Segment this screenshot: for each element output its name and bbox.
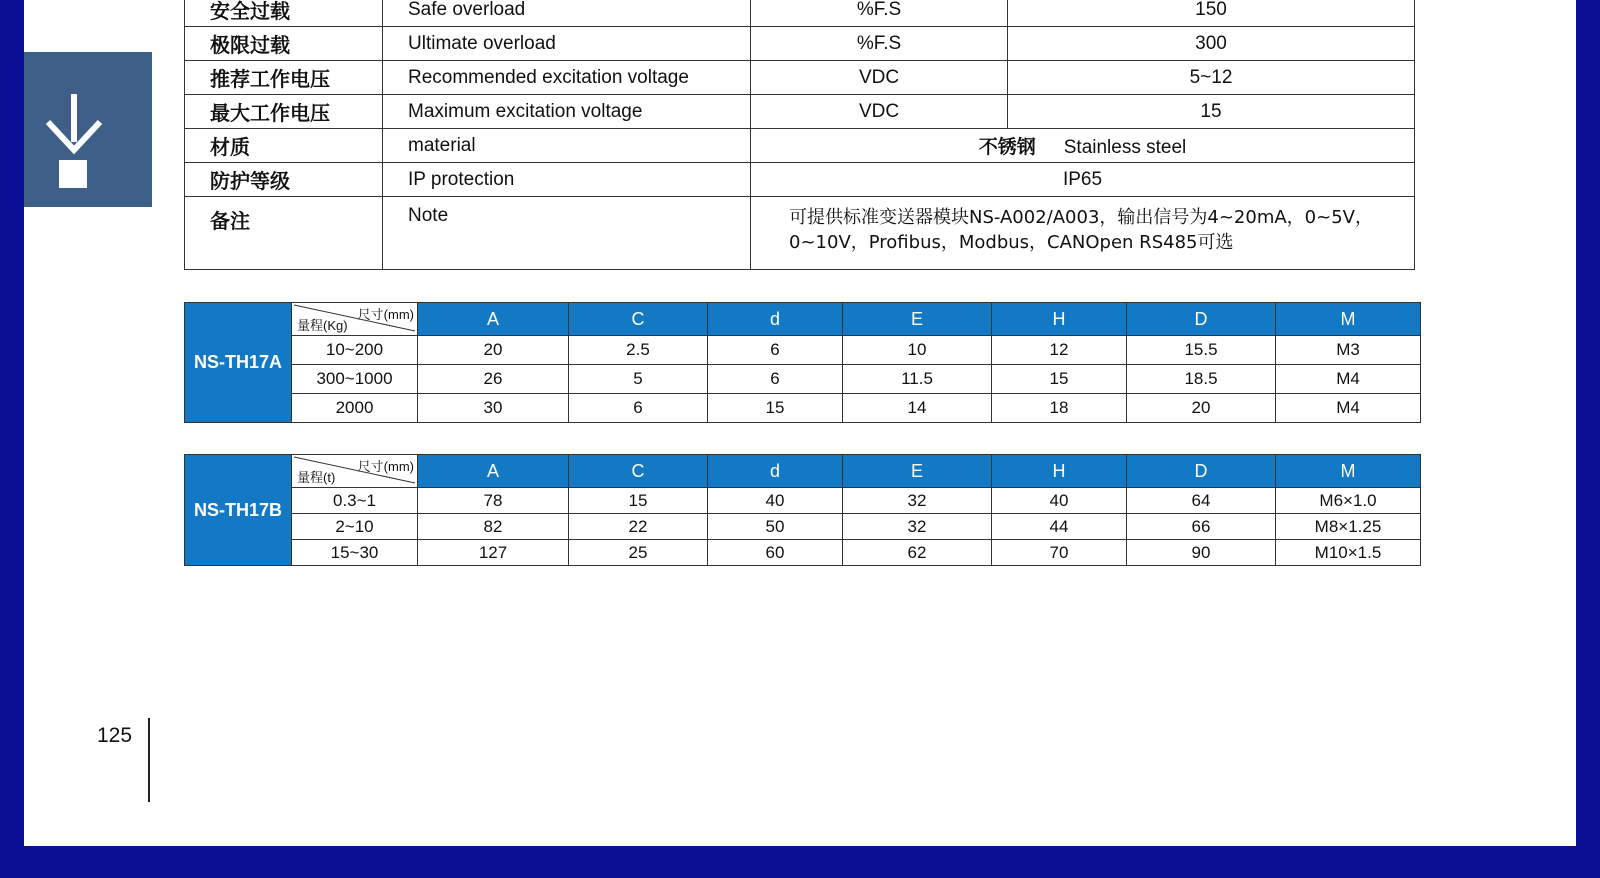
column-header: C xyxy=(569,303,708,336)
value-cell: 6 xyxy=(708,365,843,394)
spec-cn: 最大工作电压 xyxy=(185,95,383,129)
value-cell: 20 xyxy=(418,336,569,365)
value-cell: 64 xyxy=(1127,488,1276,514)
value-cell: 30 xyxy=(418,394,569,423)
range-cell: 2000 xyxy=(292,394,418,423)
corner-dimension-label: 尺寸(mm) xyxy=(357,307,414,322)
range-cell: 0.3~1 xyxy=(292,488,418,514)
value-cell: 18 xyxy=(992,394,1127,423)
spec-en: Ultimate overload xyxy=(383,27,751,61)
column-header: H xyxy=(992,303,1127,336)
spec-en: Safe overload xyxy=(383,0,751,27)
value-cell: 14 xyxy=(843,394,992,423)
spec-en: Recommended excitation voltage xyxy=(383,61,751,95)
value-cell: 127 xyxy=(418,540,569,566)
dimension-table-b xyxy=(184,454,1421,566)
spec-value: 5~12 xyxy=(1008,61,1415,95)
spec-row xyxy=(185,95,1415,129)
corner-dimension-label: 尺寸(mm) xyxy=(357,459,414,474)
value-cell: 11.5 xyxy=(843,365,992,394)
model-label: NS-TH17B xyxy=(185,455,292,566)
value-cell: 60 xyxy=(708,540,843,566)
column-header: M xyxy=(1276,455,1421,488)
value-cell: 5 xyxy=(569,365,708,394)
value-cell: 6 xyxy=(569,394,708,423)
value-cell: 18.5 xyxy=(1127,365,1276,394)
value-cell: 44 xyxy=(992,514,1127,540)
table-row xyxy=(185,365,1421,394)
spec-cn: 防护等级 xyxy=(185,163,383,197)
value-cell: 6 xyxy=(708,336,843,365)
value-cell: 10 xyxy=(843,336,992,365)
header-row xyxy=(185,303,1421,336)
value-cell: M4 xyxy=(1276,365,1421,394)
spec-value: 150 xyxy=(1008,0,1415,27)
table-row xyxy=(185,488,1421,514)
spec-table xyxy=(184,0,1415,270)
value-cell: 66 xyxy=(1127,514,1276,540)
value-cell: M4 xyxy=(1276,394,1421,423)
spec-cn: 备注 xyxy=(185,197,383,270)
value-cell: 15.5 xyxy=(1127,336,1276,365)
column-header: A xyxy=(418,455,569,488)
table-row xyxy=(185,394,1421,423)
column-header: A xyxy=(418,303,569,336)
column-header: D xyxy=(1127,303,1276,336)
page-number-divider xyxy=(148,718,150,802)
spec-unit: VDC xyxy=(751,95,1008,129)
column-header: M xyxy=(1276,303,1421,336)
spec-row xyxy=(185,0,1415,27)
material-cn-value: 不锈钢 xyxy=(978,136,1036,158)
spec-unit: VDC xyxy=(751,61,1008,95)
spec-unit: %F.S xyxy=(751,27,1008,61)
value-cell: M3 xyxy=(1276,336,1421,365)
spec-row-protection xyxy=(185,163,1415,197)
note-line-1: 可提供标准变送器模块NS-A002/A003，输出信号为4~20mA，0~5V， xyxy=(789,207,1373,228)
document-page xyxy=(24,0,1576,846)
spec-value xyxy=(751,129,1415,163)
value-cell: M10×1.5 xyxy=(1276,540,1421,566)
value-cell: 90 xyxy=(1127,540,1276,566)
corner-cell xyxy=(292,455,418,488)
spec-row-material xyxy=(185,129,1415,163)
value-cell: 78 xyxy=(418,488,569,514)
corner-range-label: 量程(Kg) xyxy=(297,318,348,333)
spec-value: 15 xyxy=(1008,95,1415,129)
table-row xyxy=(185,514,1421,540)
value-cell: 25 xyxy=(569,540,708,566)
range-cell: 10~200 xyxy=(292,336,418,365)
header-row xyxy=(185,455,1421,488)
note-line-2: 0~10V，Profibus，Modbus，CANOpen RS485可选 xyxy=(789,232,1234,253)
range-cell: 2~10 xyxy=(292,514,418,540)
value-cell: 15 xyxy=(992,365,1127,394)
column-header: H xyxy=(992,455,1127,488)
value-cell: 20 xyxy=(1127,394,1276,423)
value-cell: M6×1.0 xyxy=(1276,488,1421,514)
value-cell: 40 xyxy=(992,488,1127,514)
value-cell: 22 xyxy=(569,514,708,540)
table-row xyxy=(185,540,1421,566)
value-cell: 26 xyxy=(418,365,569,394)
spec-row xyxy=(185,27,1415,61)
range-cell: 15~30 xyxy=(292,540,418,566)
spec-cn: 推荐工作电压 xyxy=(185,61,383,95)
material-en-value: Stainless steel xyxy=(1063,137,1187,158)
range-cell: 300~1000 xyxy=(292,365,418,394)
value-cell: 32 xyxy=(843,488,992,514)
corner-range-label: 量程(t) xyxy=(297,470,336,485)
value-cell: 15 xyxy=(708,394,843,423)
spec-row xyxy=(185,61,1415,95)
value-cell: 62 xyxy=(843,540,992,566)
value-cell: 40 xyxy=(708,488,843,514)
corner-cell xyxy=(292,303,418,336)
spec-cn: 极限过载 xyxy=(185,27,383,61)
value-cell: 2.5 xyxy=(569,336,708,365)
column-header: d xyxy=(708,303,843,336)
model-label: NS-TH17A xyxy=(185,303,292,423)
value-cell: M8×1.25 xyxy=(1276,514,1421,540)
note-value xyxy=(751,197,1415,270)
table-row xyxy=(185,336,1421,365)
column-header: d xyxy=(708,455,843,488)
value-cell: 70 xyxy=(992,540,1127,566)
dimension-table-a xyxy=(184,302,1421,423)
download-arrow-icon xyxy=(44,94,104,194)
page-number: 125 xyxy=(97,724,133,747)
spec-value: IP65 xyxy=(751,163,1415,197)
column-header: C xyxy=(569,455,708,488)
column-header: E xyxy=(843,303,992,336)
spec-cn: 安全过载 xyxy=(185,0,383,27)
value-cell: 32 xyxy=(843,514,992,540)
value-cell: 50 xyxy=(708,514,843,540)
spec-en: Note xyxy=(383,197,751,270)
spec-en: Maximum excitation voltage xyxy=(383,95,751,129)
column-header: E xyxy=(843,455,992,488)
spec-en: material xyxy=(383,129,751,163)
value-cell: 12 xyxy=(992,336,1127,365)
side-tab xyxy=(24,52,152,207)
spec-value: 300 xyxy=(1008,27,1415,61)
column-header: D xyxy=(1127,455,1276,488)
value-cell: 82 xyxy=(418,514,569,540)
value-cell: 15 xyxy=(569,488,708,514)
spec-row-note xyxy=(185,197,1415,270)
spec-unit: %F.S xyxy=(751,0,1008,27)
spec-cn: 材质 xyxy=(185,129,383,163)
spec-en: IP protection xyxy=(383,163,751,197)
